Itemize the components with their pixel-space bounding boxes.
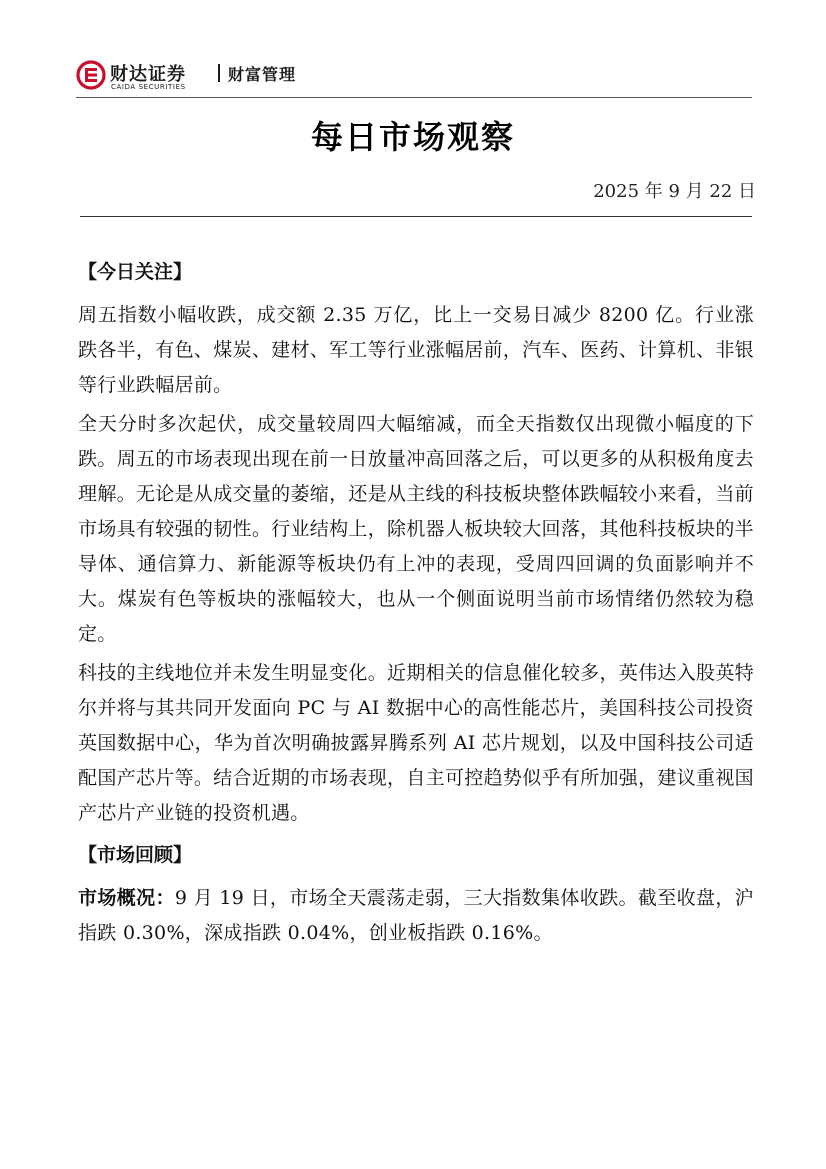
page-title: 每日市场观察 xyxy=(310,118,515,156)
report-body xyxy=(78,252,754,951)
focus-paragraph: 周五指数小幅收跌，成交额 2.35 万亿，比上一交易日减少 8200 亿。行业涨跌各半，有色、煤炭、建材、军工等行业涨幅居前，汽车、医药、计算机、非银等行业跌幅居前。 xyxy=(78,304,754,396)
focus-paragraph: 科技的主线地位并未发生明显变化。近期相关的信息催化较多，英伟达入股英特尔并将与其共同开发面向 PC 与 AI 数据中心的高性能芯片，美国科技公司投资英国数据中心，华为首次明确披露昇腾系列 AI 芯片规划，以及中国科技公司适配国产芯片等。结合近期的市场表现，自主可控趋势似乎有所加强，建议重视国产芯片产业链的投资机遇。 xyxy=(78,662,754,824)
brand-subtitle: 财富管理 xyxy=(228,65,297,84)
focus-paragraph: 全天分时多次起伏，成交量较周四大幅缩减，而全天指数仅出现微小幅度的下跌。周五的市场表现出现在前一日放量冲高回落之后，可以更多的从积极角度去理解。无论是从成交量的萎缩，还是从主线的科技板块整体跌幅较小来看，当前市场具有较强的韧性。行业结构上，除机器人板块较大回落，其他科技板块的半导体、通信算力、新能源等板块仍有上冲的表现，受周四回调的负面影响并不大。煤炭有色等板块的涨幅较大，也从一个侧面说明当前市场情绪仍然较为稳定。 xyxy=(78,413,754,645)
title-divider xyxy=(80,216,752,217)
caida-logo-icon xyxy=(76,60,106,90)
market-overview-text: 9 月 19 日，市场全天震荡走弱，三大指数集体收跌。截至收盘，沪指跌 0.30%，深成指跌 0.04%，创业板指跌 0.16%。 xyxy=(78,887,754,944)
section-heading-review: 【市场回顾】 xyxy=(78,844,193,866)
section-heading-focus: 【今日关注】 xyxy=(78,261,193,283)
report-date: 2025 年 9 月 22 日 xyxy=(593,181,756,202)
market-overview-label: 市场概况： xyxy=(78,887,175,909)
brand-divider xyxy=(218,64,220,82)
brand-name: 财达证券 xyxy=(110,64,186,85)
header-divider xyxy=(76,97,752,98)
brand-name-english: CAIDA SECURITIES xyxy=(111,83,186,91)
market-overview-paragraph xyxy=(78,881,754,951)
page-header xyxy=(76,56,752,98)
